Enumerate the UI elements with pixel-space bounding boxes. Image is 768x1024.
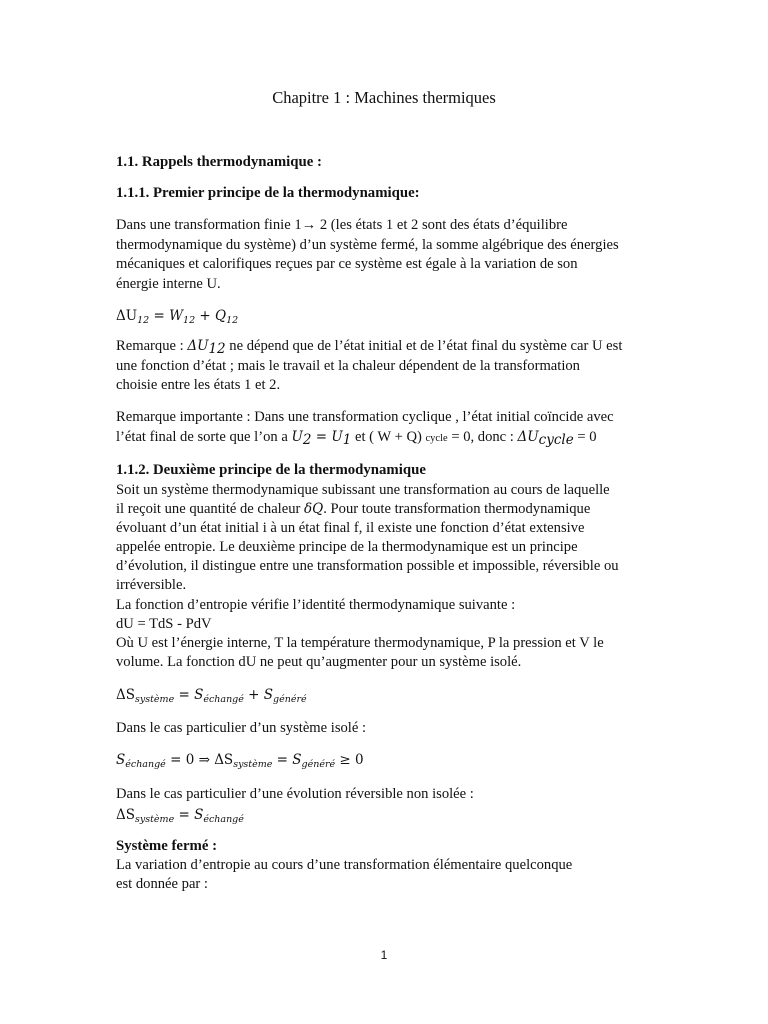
eq-s: S <box>194 687 204 703</box>
text-line: La variation d’entropie au cours d’une transformation élémentaire quelconque <box>116 857 573 873</box>
eq-sub: 12 <box>226 315 239 326</box>
text-line: La fonction d’entropie vérifie l’identité thermodynamique suivante : <box>116 596 516 613</box>
equation-entropy-balance <box>116 686 656 706</box>
text-line <box>116 500 656 519</box>
text-span: Remarque : <box>116 338 188 354</box>
eq-sign: = <box>272 752 293 768</box>
eq-plus: + <box>195 308 216 324</box>
cycle-subscript: cycle <box>425 432 448 444</box>
eq-sub: 12 <box>183 315 196 326</box>
text-span: il reçoit une quantité de chaleur <box>116 501 305 518</box>
paragraph-remark-2 <box>116 408 656 448</box>
eq-delta-s: ΔS <box>214 752 234 768</box>
eq-q: Q <box>215 308 227 324</box>
paragraph-isolated: Dans le cas particulier d’un système isolé : <box>116 720 367 736</box>
equation-reversible <box>116 806 656 826</box>
equation-isolated-system <box>116 751 656 771</box>
text-line: irréversible. <box>116 577 187 594</box>
math-delta-u: ΔU <box>187 338 209 354</box>
text-span: l’état final de sorte que l’on a <box>116 428 292 445</box>
eq-sub: généré <box>273 694 307 705</box>
eq-s: S <box>292 752 302 768</box>
paragraph-reversible: Dans le cas particulier d’une évolution réversible non isolée : <box>116 786 474 802</box>
text-span: ne dépend que de l’état initial et de l’état final du système car U est <box>225 338 623 354</box>
text-span: et ( W + Q) <box>351 428 426 445</box>
text-line: Remarque importante : Dans une transformation cyclique , l’état initial coïncide avec <box>116 409 614 425</box>
math-sub: 12 <box>208 341 226 357</box>
eq-s: S <box>263 687 274 703</box>
math-sub: cycle <box>538 431 574 448</box>
section-heading-1-1-1: 1.1.1. Premier principe de la thermodynamique: <box>116 185 420 201</box>
eq-sub: 12 <box>137 315 150 326</box>
text-line: volume. La fonction dU ne peut qu’augmenter pour un système isolé. <box>116 653 522 670</box>
math-delta-u-cycle: ΔU <box>517 428 539 445</box>
text-line: Dans une transformation finie 1→ 2 (les états 1 et 2 sont des états d’équilibre <box>116 217 568 233</box>
eq-sub: échangé <box>125 759 166 770</box>
eq-sign: = <box>174 687 195 703</box>
text-span: = 0, donc : <box>447 428 518 445</box>
eq-delta-s: ΔS <box>116 807 135 823</box>
paragraph-first-law <box>116 216 656 294</box>
text-line <box>116 337 656 357</box>
eq-w: W <box>169 308 184 324</box>
eq-sub: échangé <box>203 814 244 825</box>
text-line: énergie interne U. <box>116 275 221 292</box>
section-heading-1-1: 1.1. Rappels thermodynamique : <box>116 154 322 170</box>
math-eq: = <box>311 428 332 445</box>
paragraph-second-law <box>116 481 656 672</box>
eq-plus: + <box>243 687 264 703</box>
text-line: Soit un système thermodynamique subissant une transformation au cours de laquelle <box>116 482 610 498</box>
eq-implies: = 0 ⇒ <box>165 752 215 768</box>
page-number: 1 <box>380 948 388 962</box>
text-line: choisie entre les états 1 et 2. <box>116 377 281 394</box>
math-sub: 1 <box>342 431 352 448</box>
eq-sign: = <box>149 308 170 324</box>
text-span: . Pour toute transformation thermodynamique <box>323 501 591 518</box>
text-line: appelée entropie. Le deuxième principe de la thermodynamique est un principe <box>116 539 578 556</box>
eq-s: S <box>194 807 204 823</box>
text-line: une fonction d’état ; mais le travail et la chaleur dépendent de la transformation <box>116 357 580 374</box>
text-line: thermodynamique du système) d’un système fermé, la somme algébrique des énergies <box>116 236 619 253</box>
text-line: Où U est l’énergie interne, T la température thermodynamique, P la pression et V le <box>116 634 604 651</box>
eq-delta-s: ΔS <box>116 687 135 703</box>
text-span: = 0 <box>573 428 597 445</box>
paragraph-closed-system <box>116 856 656 894</box>
section-heading-1-1-2: 1.1.2. Deuxième principe de la thermodynamique <box>116 462 426 478</box>
eq-sub: système <box>233 759 273 770</box>
text-line: dU = TdS - PdV <box>116 615 212 632</box>
math-u2: U <box>291 428 303 445</box>
paragraph-remark-1 <box>116 337 656 396</box>
eq-delta-u: ΔU <box>116 308 138 324</box>
text-line <box>116 428 656 449</box>
text-line: est donnée par : <box>116 876 208 892</box>
text-line: évoluant d’un état initial i à un état final f, il existe une fonction d’état extensive <box>116 520 585 537</box>
eq-sub: système <box>135 814 175 825</box>
math-sub: 2 <box>302 431 312 448</box>
math-delta-q: δQ <box>304 501 324 518</box>
equation-first-law <box>116 307 656 327</box>
eq-s: S <box>116 752 126 768</box>
text-line: d’évolution, il distingue entre une transformation possible et impossible, réversible ou <box>116 558 619 575</box>
chapter-title: Chapitre 1 : Machines thermiques <box>272 88 496 107</box>
text-line: mécaniques et calorifiques reçues par ce système est égale à la variation de son <box>116 256 578 273</box>
eq-sub: échangé <box>203 694 244 705</box>
eq-sign: = <box>174 807 195 823</box>
eq-sub: système <box>135 694 175 705</box>
eq-sub: généré <box>301 759 336 770</box>
eq-ge-zero: ≥ 0 <box>335 752 364 768</box>
math-u1: U <box>331 428 343 445</box>
subheading-closed-system: Système fermé : <box>116 838 218 854</box>
